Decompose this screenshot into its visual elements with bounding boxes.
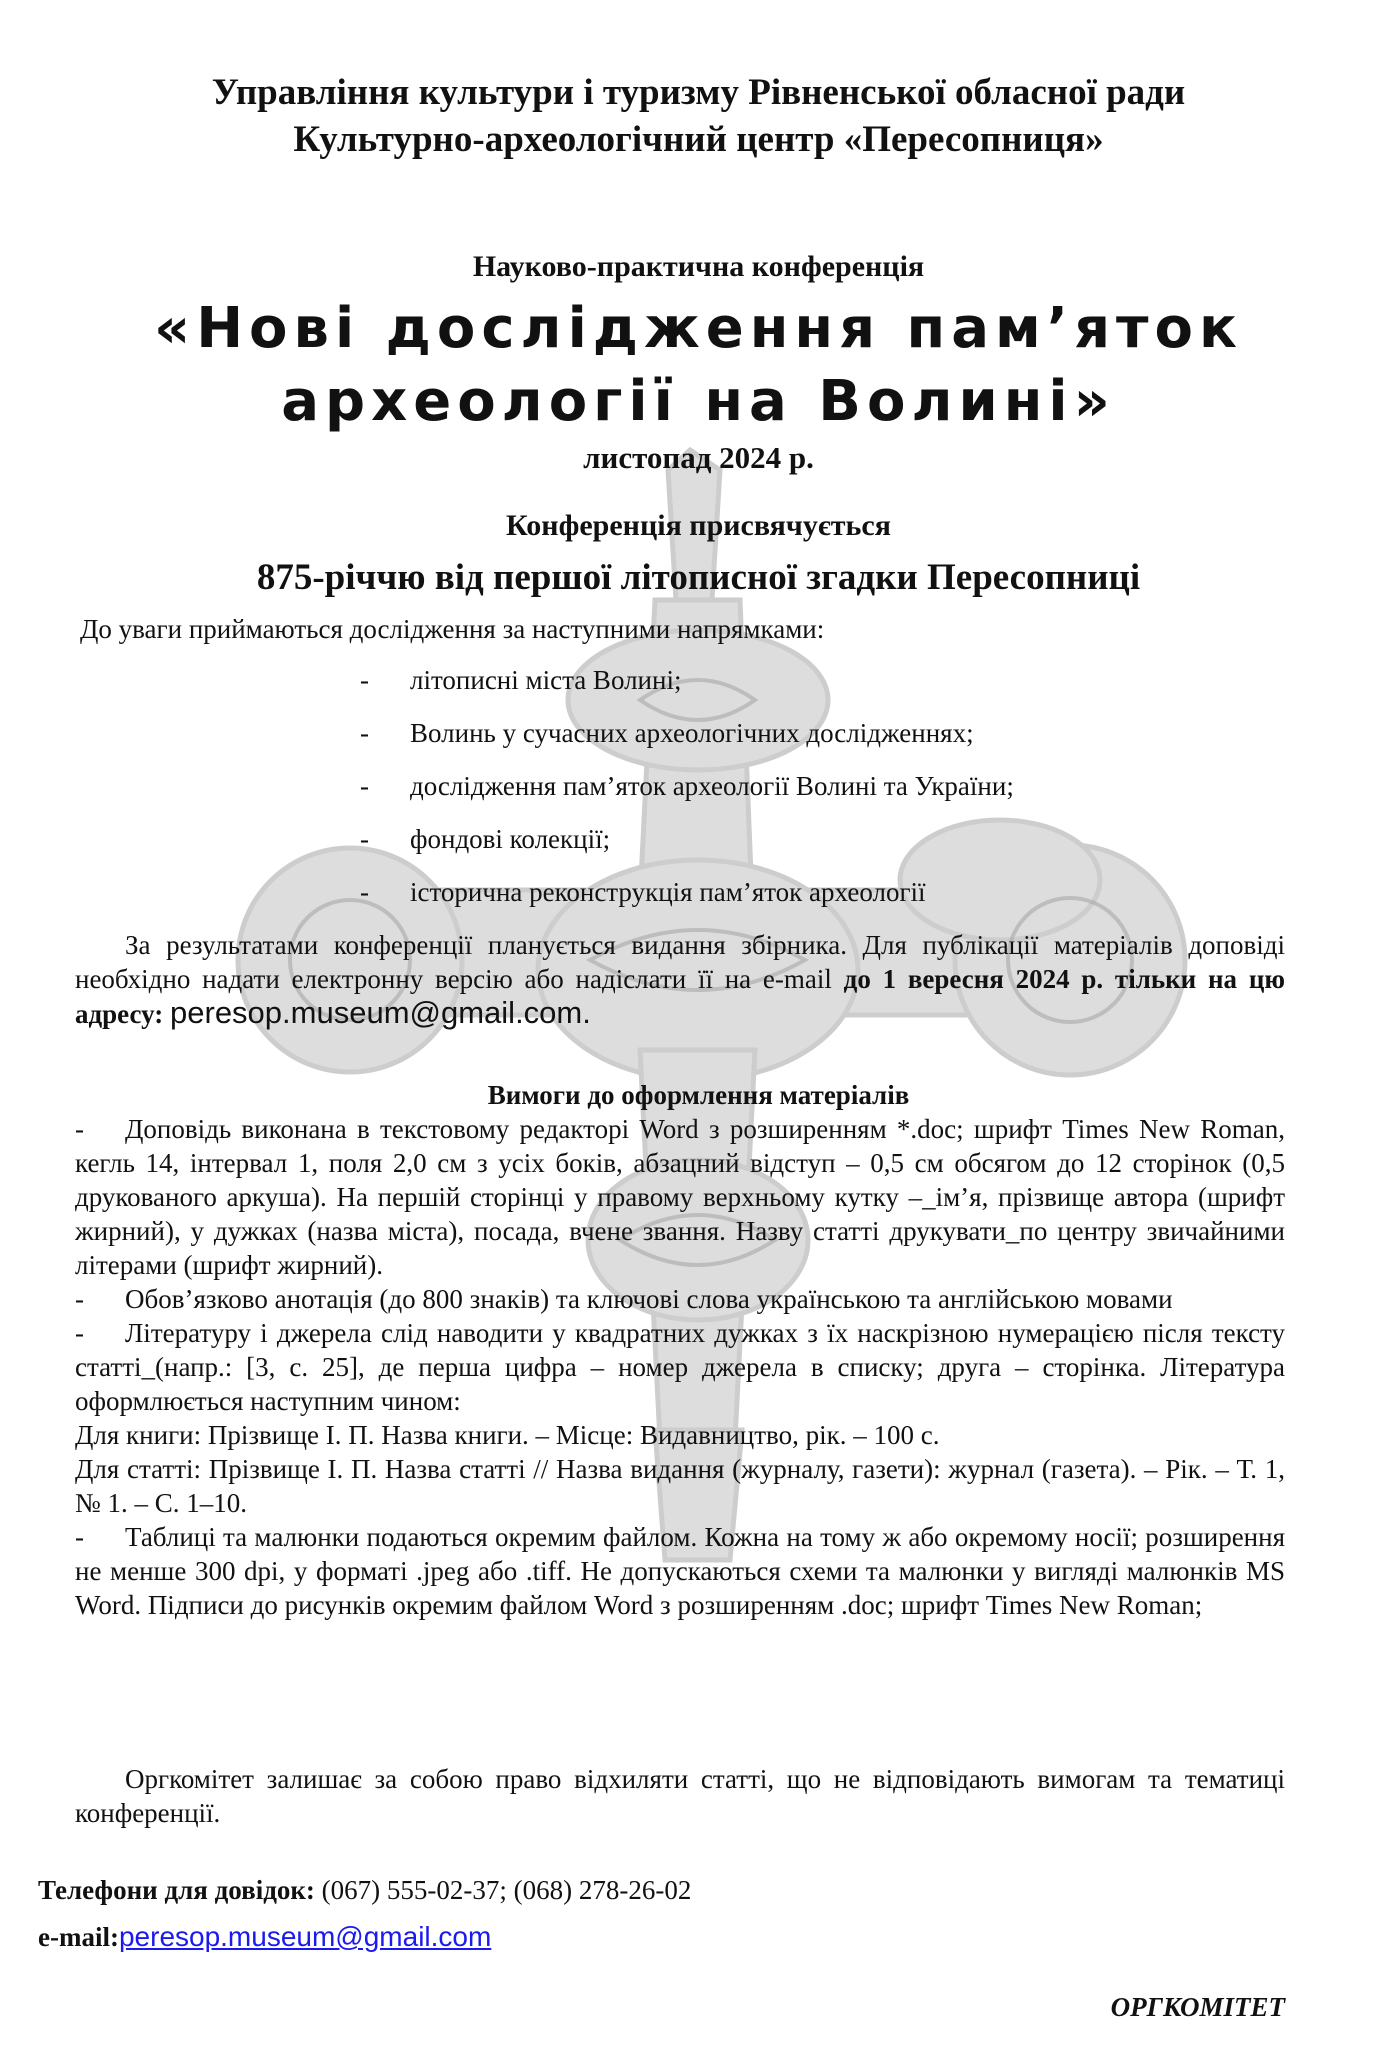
phones-line — [38, 1875, 691, 1906]
signature: ОРГКОМІТЕТ — [1110, 1992, 1285, 2022]
publication-paragraph — [75, 928, 1285, 1031]
direction-item: - Волинь у сучасних археологічних дослідженнях; — [360, 718, 974, 748]
requirement-item: - Обов’язково анотація (до 800 знаків) та ключові слова українською та англійською мовами — [75, 1284, 1173, 1314]
bullet-dash: - — [360, 771, 369, 801]
bullet-dash: - — [75, 1284, 84, 1314]
directions-intro: До уваги приймаються дослідження за наступними напрямками: — [80, 614, 825, 644]
committee-note: Оргкомітет залишає за собою право відхиляти статті, що не відповідають вимогам та тематиці конференції. — [75, 1764, 1285, 1828]
bullet-dash: - — [360, 877, 369, 907]
book-format: Для книги: Прізвище І. П. Назва книги. – Місце: Видавництво, рік. – 100 с. — [75, 1420, 940, 1450]
phones-label: Телефони для довідок: — [38, 1875, 315, 1905]
publication-text: За результатами конференції планується видання збірника. Для публікації матеріалів доповіді необхідно надати електронну версію або надіслати її на e-mail — [75, 930, 1285, 994]
bullet-dash: - — [360, 718, 369, 748]
organization-line-2: Культурно-археологічний центр «Пересопниця» — [293, 119, 1104, 160]
direction-item: - дослідження пам’яток археології Волині та України; — [360, 771, 1014, 801]
direction-item: - історична реконструкція пам’яток археології — [360, 877, 926, 907]
publication-email[interactable]: peresop.museum@gmail.com. — [170, 995, 591, 1030]
direction-item: - фондові колекції; — [360, 824, 611, 854]
requirement-item: - Таблиці та малюнки подаються окремим файлом. Кожна на тому ж або окремому носії; розширення не менше 300 dpi, у форматі .jpeg або .tiff. Не допускаються схеми та малюнки у вигляді малюнків MS Word. Підписи до рисунків окремим файлом Word з розширенням .doc; шрифт Times New Roman; — [75, 1522, 1285, 1620]
direction-item: - літописні міста Волині; — [360, 665, 682, 695]
requirements-list — [75, 1112, 1285, 1622]
requirement-item: - Доповідь виконана в текстовому редакторі Word з розширенням *.doc; шрифт Times New Roman, кегль 14, інтервал 1, поля 2,0 см з усіх боків, абзацний відступ – 0,5 см обсягом до 12 сторінок (0,5 друкованого аркуша). На першій сторінці у правому верхньому кутку –_ім’я, прізвище автора (шрифт жирний), у дужках (назва міста), посада, вчене звання. Назву статті друкувати_по центру звичайними літерами (шрифт жирний). — [75, 1114, 1285, 1280]
conference-title-line-1: «Нові дослідження пам’яток — [154, 296, 1243, 361]
dedication-label: Конференція присвячується — [506, 509, 891, 542]
organization-line-1: Управління культури і туризму Рівненської обласної ради — [211, 72, 1186, 113]
directions-list — [360, 663, 1014, 928]
requirement-item: - Літературу і джерела слід наводити у квадратних дужках з їх наскрізною нумерацією після тексту статті_(напр.: [3, с. 25], де перша цифра – номер джерела в списку; друга – сторінка. Література оформлюється наступним чином: — [75, 1318, 1285, 1416]
article-format: Для статті: Прізвище І. П. Назва статті // Назва видання (журналу, газети): журнал (газета). – Рік. – Т. 1, № 1. – С. 1–10. — [75, 1454, 1285, 1518]
bullet-dash: - — [360, 824, 369, 854]
bullet-dash: - — [75, 1318, 84, 1348]
publication-deadline: до 1 вересня 2024 р. тільки на цю адресу: — [75, 964, 1286, 1029]
bullet-dash: - — [360, 665, 369, 695]
dedication-text: 875-річчю від першої літописної згадки Пересопниці — [256, 557, 1141, 598]
phone-numbers: (067) 555-02-37; (068) 278-26-02 — [321, 1875, 692, 1905]
conference-label: Науково-практична конференція — [472, 250, 925, 283]
bullet-dash: - — [75, 1114, 84, 1144]
email-line — [38, 1921, 491, 1953]
email-label: e-mail: — [38, 1922, 119, 1952]
conference-title-line-2: археології на Волині» — [281, 369, 1116, 434]
bullet-dash: - — [75, 1522, 84, 1552]
email-link[interactable]: peresop.museum@gmail.com — [118, 1921, 492, 1952]
conference-date: листопад 2024 р. — [583, 440, 814, 475]
requirements-title: Вимоги до оформлення матеріалів — [487, 1080, 910, 1110]
